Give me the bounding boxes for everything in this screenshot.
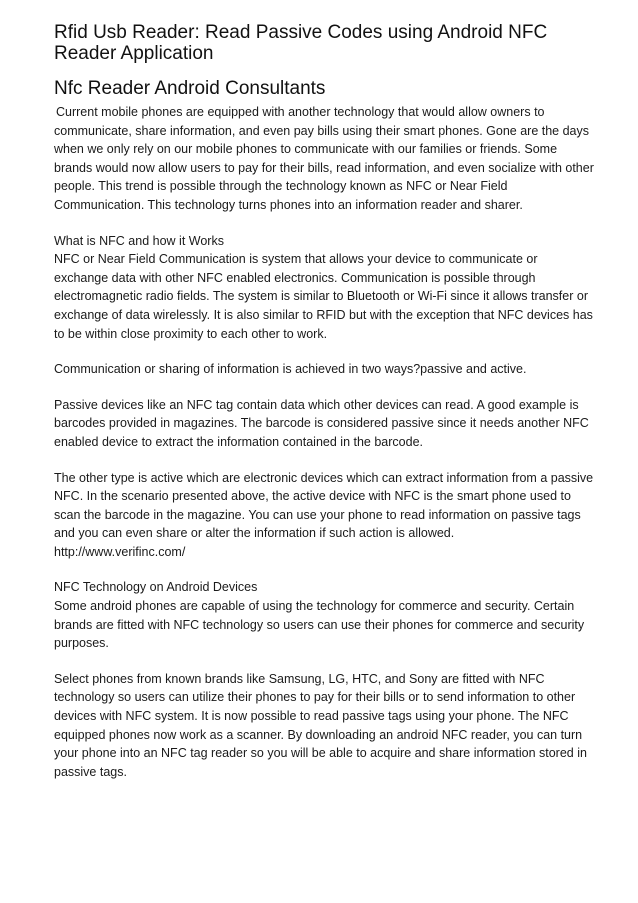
two-ways-paragraph: Communication or sharing of information is achieved in two ways?passive and active. (54, 362, 527, 377)
reference-link[interactable]: http://www.verifinc.com/ (54, 544, 186, 559)
document-title: Rfid Usb Reader: Read Passive Codes using Android NFC Reader Application (54, 22, 548, 64)
section-heading: What is NFC and how it Works (54, 233, 224, 248)
passive-devices-paragraph: Passive devices like an NFC tag contain data which other devices can read. A good example is barcodes provided in magazines. The barcode is considered passive since it needs another NFC enabled device to extract the information contained in the barcode. (54, 397, 589, 449)
document-page (54, 22, 594, 781)
active-devices-block (54, 469, 594, 562)
section-heading: NFC Technology on Android Devices (54, 580, 258, 595)
select-phones-paragraph: Select phones from known brands like Samsung, LG, HTC, and Sony are fitted with NFC technology so users can utilize their phones to pay for their bills or to send information to other devices with NFC system. It is now possible to read passive tags using your phone. The NFC equipped phones now work as a scanner. By downloading an android NFC reader, you can turn your phone into an NFC tag reader so you will be able to acquire and share information stored in passive tags. (54, 671, 587, 779)
document-subtitle: Nfc Reader Android Consultants (54, 78, 326, 99)
section-body: NFC or Near Field Communication is system that allows your device to communicate or exchange data with other NFC enabled electronics. Communication is possible through electromagnetic radio fields. The system is similar to Bluetooth or Wi-Fi since it allows transfer or exchange of data wirelessly. It is also similar to RFID but with the exception that NFC devices has to be within close proximity to each other to work. (54, 252, 593, 341)
section-body: Some android phones are capable of using the technology for commerce and security. Certain brands are fitted with NFC technology so users can use their phones for commerce and security purposes. (54, 599, 585, 651)
section-what-is-nfc (54, 232, 594, 344)
section-nfc-android (54, 578, 594, 652)
active-devices-paragraph: The other type is active which are electronic devices which can extract information from a passive NFC. In the scenario presented above, the active device with NFC is the smart phone used to scan the barcode in the magazine. You can use your phone to read information on passive tags and you can even share or alter the information if such action is allowed. (54, 470, 594, 541)
intro-paragraph: Current mobile phones are equipped with another technology that would allow owners to communicate, share information, and even pay bills using their smart phones. Gone are the days when we only rely on our mobile phones to communicate with our families or friends. Some brands would now allow users to pay for their bills, read information, and even socialize with other people. This trend is possible through the technology known as NFC or Near Field Communication. This technology turns phones into an information reader and sharer. (54, 105, 594, 212)
